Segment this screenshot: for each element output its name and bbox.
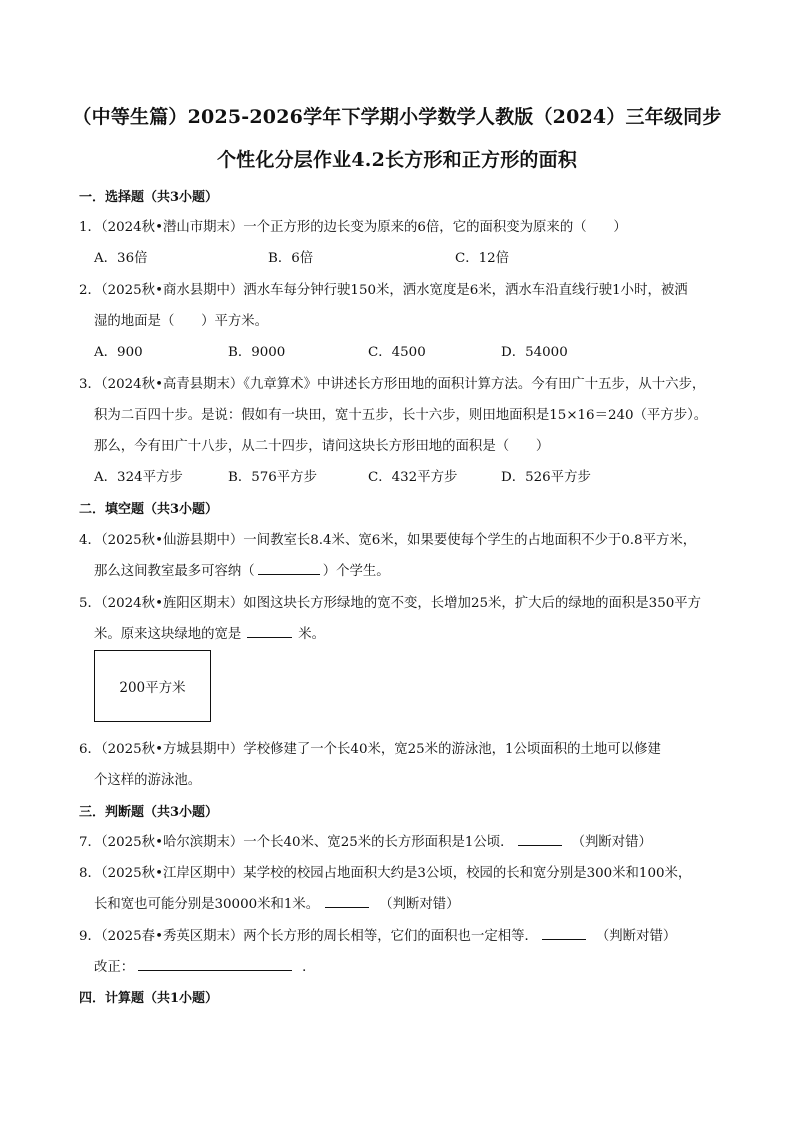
section-heading-judgement: 三．判断题（共3小题） — [79, 805, 219, 820]
question-9-text: 9．（2025春•秀英区期末）两个长方形的周长相等，它们的面积也一定相等． — [79, 929, 538, 944]
question-5-text-before-blank: 米。原来这块绿地的宽是 — [94, 627, 242, 642]
question-3-option-c: C．432平方步 — [368, 470, 458, 485]
question-8-text: 长和宽也可能分别是30000米和1米。 — [94, 897, 320, 912]
question-9-answer-blank[interactable] — [542, 927, 586, 940]
question-2-line-1: 2．（2025秋•商水县期中）洒水车每分钟行驶150米，洒水宽度是6米，洒水车沿直线行驶1小时，被洒 — [79, 283, 688, 298]
question-9-correction-line — [94, 956, 316, 975]
title-line-1: （中等生篇）2025-2026学年下学期小学数学人教版（2024）三年级同步 — [72, 106, 722, 128]
question-7-suffix: （判断对错） — [571, 835, 652, 850]
question-8-suffix: （判断对错） — [379, 897, 460, 912]
question-4-line-1: 4．（2025秋•仙游县期中）一间教室长8.4米、宽6米，如果要使每个学生的占地面积不少于0.8平方米， — [79, 533, 697, 548]
question-1-option-b: B．6倍 — [268, 251, 314, 266]
question-4-text-before-blank: 那么这间教室最多可容纳（ — [94, 564, 255, 579]
question-8-line-1: 8．（2025秋•江岸区期中）某学校的校园占地面积大约是3公顷，校园的长和宽分别是300米和100米， — [79, 866, 692, 881]
figure-area-label: 200平方米 — [119, 680, 186, 696]
question-5-text-after-blank: 米。 — [298, 627, 326, 642]
question-8-answer-blank[interactable] — [325, 895, 369, 908]
section-heading-fill: 二．填空题（共3小题） — [79, 502, 219, 517]
question-2-option-d: D．54000 — [501, 345, 568, 360]
question-7-text: 7．（2025秋•哈尔滨期末）一个长40米、宽25米的长方形面积是1公顷． — [79, 835, 514, 850]
question-6-line-2: 个这样的游泳池。 — [94, 773, 202, 788]
question-4-line-2 — [94, 560, 390, 579]
question-5-answer-blank[interactable] — [247, 625, 292, 638]
question-9-correction-blank[interactable] — [138, 958, 292, 971]
question-3-line-2: 积为二百四十步。是说：假如有一块田，宽十五步，长十六步，则田地面积是15×16＝240（平方步）。 — [94, 408, 708, 423]
question-5-line-2 — [94, 623, 325, 642]
question-9-line — [79, 925, 676, 944]
question-7-answer-blank[interactable] — [518, 833, 562, 846]
question-3-line-1: 3．（2024秋•高青县期末）《九章算术》中讲述长方形田地的面积计算方法。今有田广十五步，从十六步， — [79, 377, 706, 392]
section-heading-choice: 一．选择题（共3小题） — [79, 190, 219, 205]
title-line-2: 个性化分层作业4.2长方形和正方形的面积 — [216, 149, 578, 171]
green-space-rectangle-figure — [94, 650, 211, 722]
question-1-option-c: C．12倍 — [455, 251, 510, 266]
question-2-line-2: 湿的地面是（ ）平方米。 — [94, 314, 269, 329]
question-3-option-d: D．526平方步 — [501, 470, 591, 485]
section-heading-calculation: 四．计算题（共1小题） — [79, 991, 219, 1006]
question-1-option-a: A．36倍 — [94, 251, 148, 266]
question-8-line-2 — [94, 893, 460, 912]
question-1-text: 1．（2024秋•潜山市期末）一个正方形的边长变为原来的6倍，它的面积变为原来的（ ） — [79, 220, 627, 235]
question-7-line — [79, 831, 652, 850]
question-2-option-c: C．4500 — [368, 345, 426, 360]
question-4-text-after-blank: ）个学生。 — [322, 564, 390, 579]
question-5-line-1: 5．（2024秋•旌阳区期末）如图这块长方形绿地的宽不变，长增加25米，扩大后的绿地的面积是350平方 — [79, 596, 702, 611]
question-2-option-a: A．900 — [94, 345, 143, 360]
question-9-correction-label: 改正： — [94, 960, 135, 975]
question-9-suffix: （判断对错） — [595, 929, 677, 944]
question-3-option-a: A．324平方步 — [94, 470, 183, 485]
question-3-option-b: B．576平方步 — [228, 470, 317, 485]
question-4-answer-blank[interactable] — [258, 562, 320, 575]
question-2-option-b: B．9000 — [228, 345, 286, 360]
question-3-line-3: 那么，今有田广十八步，从二十四步，请问这块长方形田地的面积是（ ） — [94, 439, 550, 454]
question-6-line-1: 6．（2025秋•方城县期中）学校修建了一个长40米，宽25米的游泳池，1公顷面积的土地可以修建 — [79, 742, 661, 757]
question-9-correction-end: ． — [302, 960, 316, 975]
